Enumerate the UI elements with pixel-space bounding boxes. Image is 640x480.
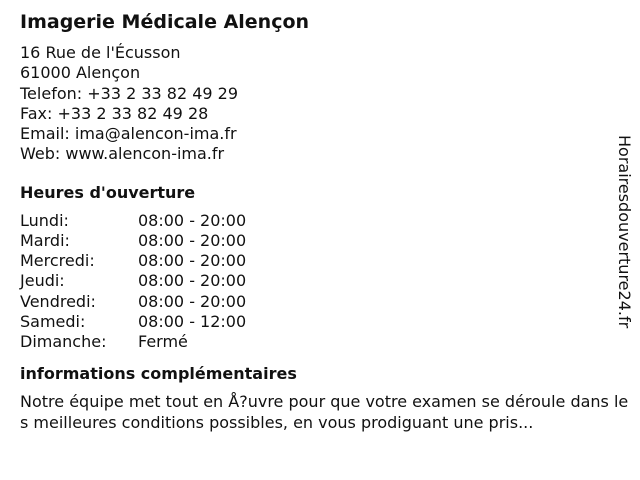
- hours-row-sunday: [20, 332, 610, 352]
- day-label: Samedi:: [20, 311, 86, 331]
- opening-hours-table: [20, 211, 610, 352]
- hours-row-friday: [20, 292, 610, 312]
- hours-row-wednesday: [20, 251, 610, 271]
- website-link[interactable]: Web: www.alencon-ima.fr: [20, 144, 225, 164]
- time-value: 08:00 - 20:00: [138, 210, 247, 230]
- site-watermark: [612, 135, 636, 375]
- address-street: 16 Rue de l'Écusson: [20, 43, 181, 62]
- time-value: 08:00 - 20:00: [138, 251, 247, 271]
- phone-number[interactable]: Telefon: +33 2 33 82 49 29: [20, 83, 239, 103]
- day-label: Jeudi:: [20, 271, 65, 291]
- business-name: Imagerie Médicale Alençon: [20, 11, 310, 33]
- hours-row-tuesday: [20, 231, 610, 251]
- day-label: Vendredi:: [20, 291, 96, 311]
- time-value: 08:00 - 20:00: [138, 291, 247, 311]
- hours-row-thursday: [20, 271, 610, 291]
- hours-row-saturday: [20, 312, 610, 332]
- time-value: 08:00 - 20:00: [138, 230, 247, 250]
- day-label: Dimanche:: [20, 332, 107, 351]
- fax-number: Fax: +33 2 33 82 49 28: [20, 103, 209, 123]
- time-value: 08:00 - 12:00: [138, 311, 247, 331]
- info-heading: informations complémentaires: [20, 364, 297, 384]
- site-watermark-text: Horairesdouverture24.fr: [615, 135, 634, 329]
- day-label: Mercredi:: [20, 251, 95, 271]
- email-address[interactable]: Email: ima@alencon-ima.fr: [20, 124, 237, 144]
- time-value: 08:00 - 20:00: [138, 271, 247, 291]
- address-city: 61000 Alençon: [20, 63, 141, 83]
- time-value: Fermé: [138, 332, 188, 351]
- info-description: Notre équipe met tout en Å?uvre pour que votre examen se déroule dans les meilleures conditions possibles, en vous prodiguant une pris...: [20, 392, 629, 432]
- day-label: Lundi:: [20, 210, 69, 230]
- hours-heading: Heures d'ouverture: [20, 182, 196, 202]
- hours-row-monday: [20, 211, 610, 231]
- day-label: Mardi:: [20, 230, 70, 250]
- contact-block: [20, 43, 610, 165]
